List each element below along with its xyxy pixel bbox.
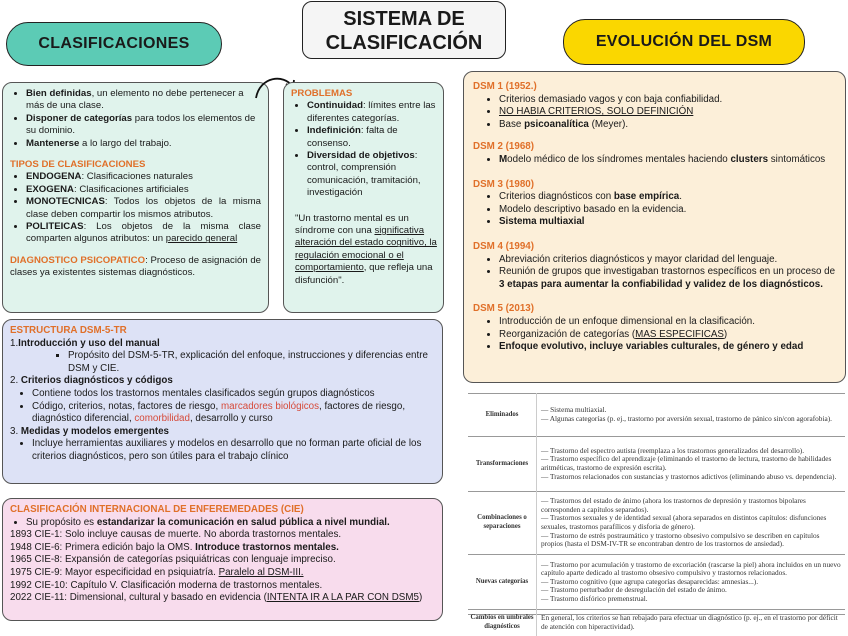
problemas-title: PROBLEMAS (291, 88, 437, 100)
row-content: — Trastorno del espectro autista (reemplaza a los trastornos generalizados del desarrollo). — Trastorno específico del aprendizaje (eliminando el trastorno de lectura, trastorno de habilidades aritméticas, trastorno de expresión escrita). — Trastornos relacionados con sustancias y trastornos adictivos (eliminando abuso vs. dependencia). (537, 437, 846, 492)
cie-line: 1975 CIE-9: Mayor especificidad en psiquiatría. Paralelo al DSM-III. (10, 567, 435, 580)
dsm2-item: • Modelo médico de los síndromes mentales haciendo clusters sintomáticos (499, 154, 837, 167)
cambios-dsm-table (468, 393, 845, 615)
estructura-item: ▪ Propósito del DSM-5-TR, explicación del enfoque, instrucciones y diferencias entre DSM y CIE. (68, 350, 435, 375)
dsm1-title: DSM 1 (1952.) (473, 81, 837, 94)
cie-line: 1948 CIE-6: Primera edición bajo la OMS. Introduce trastornos mentales. (10, 542, 435, 555)
estructura-item: • Código, criterios, notas, factores de riesgo, marcadores biológicos, factores de riesgo, diagnóstico diferencial, comorbilidad, desarrollo y curso (32, 401, 435, 426)
cie-line: 1965 CIE-8: Expansión de categorías psiquiátricas con lenguaje impreciso. (10, 554, 435, 567)
estructura-item: • Incluye herramientas auxiliares y modelos en desarrollo que no forman parte oficial de los criterios diagnósticos, pero son útiles para el trabajo clínico (32, 438, 435, 463)
tipos-title: TIPOS DE CLASIFICACIONES (10, 159, 261, 171)
estructura-section-3: 3. Medidas y modelos emergentes (10, 426, 435, 439)
dsm5-item: • Introducción de un enfoque dimensional en la clasificación. (499, 316, 837, 329)
row-header: Nuevas categorías (468, 555, 537, 610)
row-header: Cambios en umbrales diagnósticos (468, 610, 537, 636)
dsm3-item: • Sistema multiaxial (499, 216, 837, 229)
title-clasificaciones: CLASIFICACIONES (6, 22, 222, 66)
main-title-line2: CLASIFICACIÓN (303, 31, 505, 55)
estructura-item: • Contiene todos los trastornos mentales clasificados según grupos diagnósticos (32, 388, 435, 401)
cie-line: 1893 CIE-1: Solo incluye causas de muerte. No aborda trastornos mentales. (10, 529, 435, 542)
clasificaciones-box (2, 82, 269, 313)
diagnostico-psicopatico: DIAGNOSTICO PSICOPATICO: Proceso de asignación de clases ya existentes sistemas diagnósticos. (10, 255, 261, 280)
dsm5-item: • Enfoque evolutivo, incluye variables culturales, de género y edad (499, 341, 837, 354)
table-row (468, 555, 845, 610)
cie-title: CLASIFICACIÓN INTERNACIONAL DE ENFEREMEDADES (CIE) (10, 504, 435, 517)
row-content: — Sistema multiaxial. — Algunas categorías (p. ej., trastorno por aversión sexual, trastorno de pánico sin/con agorafobia). (537, 394, 846, 437)
row-content: En general, los criterios se han rebajado para efectuar un diagnóstico (p. ej., en el trastorno por déficit de atención con hiperactividad). (537, 610, 846, 636)
row-content: — Trastornos del estado de ánimo (ahora los trastornos de depresión y trastornos bipolares corresponden a capítulos separados). — Trastornos sexuales y de identidad sexual (ahora separados en distintos capítulos: disfunciones sexuales, trastornos parafílicos y disforia de género). — Trastorno de estrés postraumático y trastorno obsesivo compulsivo se describen en capítulos propios (hasta el DSM-IV-TR se encontraban dentro de los trastornos de ansiedad). (537, 492, 846, 555)
table-row (468, 437, 845, 492)
problema-diversidad: • Diversidad de objetivos: control, comprensión comunicación, tramitación, investigación (307, 150, 437, 200)
dsm3-title: DSM 3 (1980) (473, 179, 837, 192)
problema-indefinicion: • Indefinición: falta de consenso. (307, 125, 437, 150)
dsm-evolucion-box (463, 71, 846, 383)
row-header: Eliminados (468, 394, 537, 437)
row-content: — Trastorno por acumulación y trastorno de excoriación (rascarse la piel) ahora incluidos en un nuevo capítulo aparte dedicado al trastorno obsesivo compulsivo y trastornos relacionados. — Trastorno cognitivo (que agrupa categorías desaparecidas: amnesias...). — Trastorno perturbador de desregulación del estado de ánimo. — Trastorno disfórico premenstrual. (537, 555, 846, 610)
main-title-line1: SISTEMA DE (303, 7, 505, 31)
title-evolucion-dsm: EVOLUCIÓN DEL DSM (563, 19, 805, 65)
dsm2-title: DSM 2 (1968) (473, 141, 837, 154)
tipo-monotecnicas: • MONOTECNICAS: Todos los objetos de la misma clase deben compartir los mismos atributos. (26, 196, 261, 221)
table-row (468, 492, 845, 555)
problema-continuidad: • Continuidad: límites entre las diferentes categorías. (307, 100, 437, 125)
estructura-section-1: 1.Introducción y uso del manual (10, 338, 435, 351)
dsm1-item: • NO HABIA CRITERIOS, SOLO DEFINICIÓN (499, 106, 837, 119)
problemas-box (283, 82, 444, 313)
bullet-mantenerse: • Mantenerse a lo largo del trabajo. (26, 138, 261, 150)
tipo-endogena: • ENDOGENA: Clasificaciones naturales (26, 171, 261, 183)
dsm4-title: DSM 4 (1994) (473, 241, 837, 254)
row-header: Transformaciones (468, 437, 537, 492)
cie-box (2, 498, 443, 621)
dsm3-item: • Criterios diagnósticos con base empírica. (499, 191, 837, 204)
tipo-politeicas: • POLITEICAS: Los objetos de la misma clase comparten algunos atributos: un parecido general (26, 221, 261, 246)
cie-proposito: • Su propósito es estandarizar la comunicación en salud pública a nivel mundial. (26, 517, 435, 530)
dsm1-item: • Criterios demasiado vagos y con baja confiabilidad. (499, 94, 837, 107)
row-header: Combinaciones o separaciones (468, 492, 537, 555)
dsm1-item: • Base psicoanalítica (Meyer). (499, 119, 837, 132)
cie-line: 1992 CIE-10: Capítulo V. Clasificación moderna de trastornos mentales. (10, 580, 435, 593)
estructura-title: ESTRUCTURA DSM-5-TR (10, 325, 435, 338)
main-title (302, 1, 506, 59)
cie-line: 2022 CIE-11: Dimensional, cultural y basado en evidencia (INTENTA IR A LA PAR CON DSM5) (10, 592, 435, 605)
table-row (468, 394, 845, 437)
definicion-trastorno-quote: "Un trastorno mental es un síndrome con una significativa alteración del estado cognitivo, la regulación emocional o el comportamiento, que refleja una disfunción". (291, 213, 437, 287)
bullet-categorias: • Disponer de categorías para todos los elementos de su dominio. (26, 113, 261, 138)
tipo-exogena: • EXOGENA: Clasificaciones artificiales (26, 184, 261, 196)
dsm3-item: • Modelo descriptivo basado en la evidencia. (499, 204, 837, 217)
dsm4-item: • Abreviación criterios diagnósticos y mayor claridad del lenguaje. (499, 254, 837, 267)
dsm4-item: • Reunión de grupos que investigaban trastornos específicos en un proceso de 3 etapas para aumentar la confiabilidad y validez de los diagnósticos. (499, 266, 837, 291)
estructura-box (2, 319, 443, 484)
dsm5-title: DSM 5 (2013) (473, 303, 837, 316)
estructura-section-2: 2. Criterios diagnósticos y códigos (10, 375, 435, 388)
dsm5-item: • Reorganización de categorías (MAS ESPECIFICAS) (499, 329, 837, 342)
bullet-bien-definidas: • Bien definidas, un elemento no debe pertenecer a más de una clase. (26, 88, 261, 113)
